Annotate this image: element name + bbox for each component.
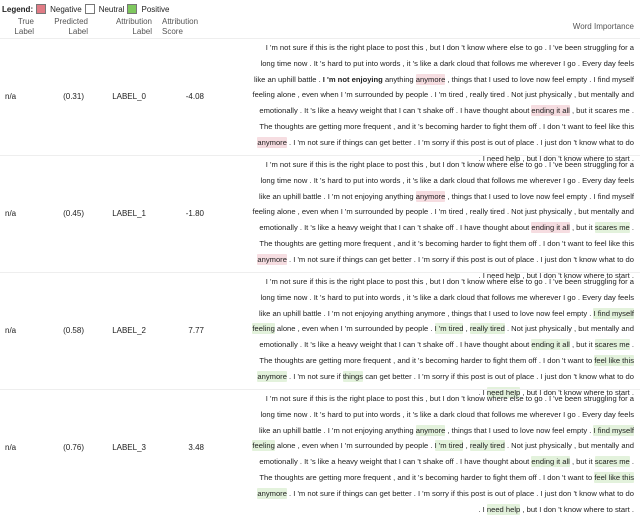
- word-importance-line: like an uphill battle . I 'm not enjoying anything anymore , things that I used to love now feel empty . I find myself: [258, 425, 634, 435]
- highlighted-token: anymore: [415, 191, 446, 201]
- word-importance-line: I 'm not sure if this is the right place to post this , but I don 't know where else to go . I 've been struggling for a: [265, 394, 634, 403]
- highlighted-token: scares me: [594, 340, 630, 350]
- highlighted-token: I 'm tired: [434, 441, 464, 451]
- header-text: Predicted: [54, 17, 88, 26]
- attribution-score-cell: -4.08: [185, 92, 204, 101]
- word-importance-line: I 'm not sure if this is the right place to post this , but I don 't know where else to go . I 've been struggling for a: [265, 277, 634, 286]
- predicted-label-cell: (0.76): [63, 443, 84, 452]
- true-label-cell: n/a: [5, 326, 17, 335]
- true-label-cell: n/a: [5, 443, 17, 452]
- word-importance-line: emotionally . It 's like a heavy weight that I can 't shake off . I have thought about ending it all , but it scares me .: [259, 106, 634, 116]
- header-text: Label: [132, 27, 152, 36]
- row-divider: [0, 38, 640, 39]
- word-importance-line: . I need help , but I don 't know where to start .: [478, 153, 634, 163]
- highlighted-token: scares me: [594, 457, 630, 467]
- word-importance-line: like an uphill battle . I 'm not enjoying anything anymore , things that I used to love now feel empty . I find myself: [253, 74, 634, 84]
- word-importance-line: anymore . I 'm not sure if things can get better . I 'm sorry if this post is out of place . I just don 't know what to do: [257, 254, 634, 264]
- highlighted-token: ending it all: [531, 340, 570, 350]
- header-text: Attribution: [162, 17, 199, 26]
- word-importance-line: . I need help , but I don 't know where to start .: [478, 504, 634, 514]
- header-text: Label: [68, 27, 88, 36]
- word-importance-line: anymore . I 'm not sure if things can get better . I 'm sorry if this post is out of place . I just don 't know what to do: [257, 137, 634, 147]
- attribution-label-cell: LABEL_2: [112, 326, 146, 335]
- highlighted-token: scares me: [594, 223, 630, 233]
- highlighted-token: I 'm tired: [434, 324, 464, 334]
- row-divider: [0, 272, 640, 273]
- attribution-score-cell: 3.48: [188, 443, 204, 452]
- highlighted-token: need help: [486, 387, 521, 397]
- word-importance-line: long time now . It 's hard to put into words , it 's like a dark cloud that follows me wherever I go . Every day feels: [260, 58, 634, 68]
- word-importance-line: I 'm not sure if this is the right place to post this , but I don 't know where else to go . I 've been struggling for a: [265, 160, 634, 169]
- true-label-cell: n/a: [5, 92, 17, 101]
- legend-title: Legend:: [2, 4, 34, 14]
- highlighted-token: anymore: [257, 137, 287, 147]
- header-word-importance: Word Importance: [572, 22, 634, 31]
- true-label-cell: n/a: [5, 209, 17, 218]
- highlighted-token: feel like this: [594, 355, 634, 365]
- highlighted-token: anymore: [257, 488, 287, 498]
- word-importance-line: long time now . It 's hard to put into words , it 's like a dark cloud that follows me wherever I go . Every day feels: [260, 292, 634, 302]
- attribution-label-cell: LABEL_1: [112, 209, 146, 218]
- word-importance-line: The thoughts are getting more frequent , and it 's becoming harder to fight them off . I don 't want to feel like this: [259, 238, 634, 248]
- attribution-label-cell: LABEL_0: [112, 92, 146, 101]
- word-importance-line: like an uphill battle . I 'm not enjoying anything anymore , things that I used to love now feel empty . I find myself: [258, 308, 634, 318]
- highlighted-token: anymore: [415, 74, 446, 84]
- highlighted-token: ending it all: [531, 223, 570, 233]
- highlighted-token: I find myself: [593, 425, 634, 435]
- word-importance-line: anymore . I 'm not sure if things can get better . I 'm sorry if this post is out of place . I just don 't know what to do: [257, 371, 634, 381]
- legend-neutral: Neutral: [98, 4, 125, 14]
- header-true-label: [2, 17, 34, 37]
- highlighted-token: feel like this: [594, 472, 634, 482]
- header-text: Score: [162, 27, 183, 36]
- attribution-score-cell: 7.77: [188, 326, 204, 335]
- highlighted-token: I find myself: [593, 308, 634, 318]
- highlighted-token: ending it all: [531, 106, 570, 116]
- predicted-label-cell: (0.58): [63, 326, 84, 335]
- table-row: [0, 157, 640, 280]
- legend: [2, 4, 170, 14]
- word-importance-line: anymore . I 'm not sure if things can get better . I 'm sorry if this post is out of place . I just don 't know what to do: [257, 488, 634, 498]
- word-importance-line: . I need help , but I don 't know where to start .: [478, 270, 634, 280]
- header-text: Label: [14, 27, 34, 36]
- positive-swatch-icon: [127, 4, 137, 14]
- header-text: True: [17, 17, 34, 26]
- highlighted-token: anymore: [415, 425, 446, 435]
- highlighted-token: really tired: [469, 324, 505, 334]
- word-importance-line: long time now . It 's hard to put into words , it 's like a dark cloud that follows me wherever I go . Every day feels: [260, 175, 634, 185]
- word-importance-line: The thoughts are getting more frequent , and it 's becoming harder to fight them off . I don 't want to feel like this: [259, 472, 634, 482]
- word-importance-line: feeling alone , even when I 'm surrounded by people . I 'm tired , really tired . Not just physically , but mentally and: [252, 441, 634, 451]
- highlighted-token: feeling: [252, 441, 275, 451]
- word-importance-line: like an uphill battle . I 'm not enjoying anything anymore , things that I used to love now feel empty . I find myself: [258, 191, 634, 201]
- word-importance-text: [216, 391, 634, 517]
- attribution-label-cell: LABEL_3: [112, 443, 146, 452]
- highlighted-token: really tired: [469, 441, 505, 451]
- word-importance-line: feeling alone , even when I 'm surrounded by people . I 'm tired , really tired . Not just physically , but mentally and: [252, 207, 634, 217]
- highlighted-token: things: [342, 371, 364, 381]
- word-importance-line: feeling alone , even when I 'm surrounded by people . I 'm tired , really tired . Not just physically , but mentally and: [252, 324, 634, 334]
- legend-negative: Negative: [50, 4, 82, 14]
- row-divider: [0, 155, 640, 156]
- header-predicted-label: [45, 17, 88, 37]
- word-importance-line: The thoughts are getting more frequent , and it 's becoming harder to fight them off . I don 't want to feel like this: [259, 355, 634, 365]
- word-importance-text: [216, 40, 634, 166]
- header-attribution-label: [104, 17, 152, 37]
- highlighted-token: anymore: [257, 371, 287, 381]
- header-text: Attribution: [115, 17, 152, 26]
- word-importance-line: emotionally . It 's like a heavy weight that I can 't shake off . I have thought about ending it all , but it scares me .: [259, 223, 634, 233]
- word-importance-line: The thoughts are getting more frequent , and it 's becoming harder to fight them off . I don 't want to feel like this: [259, 121, 634, 131]
- word-importance-line: . I need help , but I don 't know where to start .: [478, 387, 634, 397]
- row-divider: [0, 389, 640, 390]
- highlighted-token: anymore: [257, 254, 287, 264]
- table-row: [0, 40, 640, 163]
- word-importance-text: [216, 157, 634, 283]
- table-row: [0, 274, 640, 397]
- neutral-swatch-icon: [85, 4, 95, 14]
- header-attribution-score: [162, 17, 204, 37]
- attribution-score-cell: -1.80: [185, 209, 204, 218]
- word-importance-line: emotionally . It 's like a heavy weight that I can 't shake off . I have thought about ending it all , but it scares me .: [259, 457, 634, 467]
- word-importance-line: emotionally . It 's like a heavy weight that I can 't shake off . I have thought about ending it all , but it scares me .: [259, 340, 634, 350]
- legend-positive: Positive: [141, 4, 170, 14]
- word-importance-line: feeling alone , even when I 'm surrounded by people . I 'm tired , really tired . Not just physically , but mentally and: [252, 90, 634, 100]
- word-importance-line: I 'm not sure if this is the right place to post this , but I don 't know where else to go . I 've been struggling for a: [265, 43, 634, 52]
- negative-swatch-icon: [36, 4, 46, 14]
- highlighted-token: feeling: [252, 324, 275, 334]
- word-importance-line: long time now . It 's hard to put into words , it 's like a dark cloud that follows me wherever I go . Every day feels: [260, 409, 634, 419]
- word-importance-text: [216, 274, 634, 400]
- predicted-label-cell: (0.31): [63, 92, 84, 101]
- highlighted-token: ending it all: [531, 457, 570, 467]
- table-row: [0, 391, 640, 514]
- highlighted-token: I 'm not enjoying: [322, 74, 383, 84]
- highlighted-token: need help: [486, 504, 521, 514]
- predicted-label-cell: (0.45): [63, 209, 84, 218]
